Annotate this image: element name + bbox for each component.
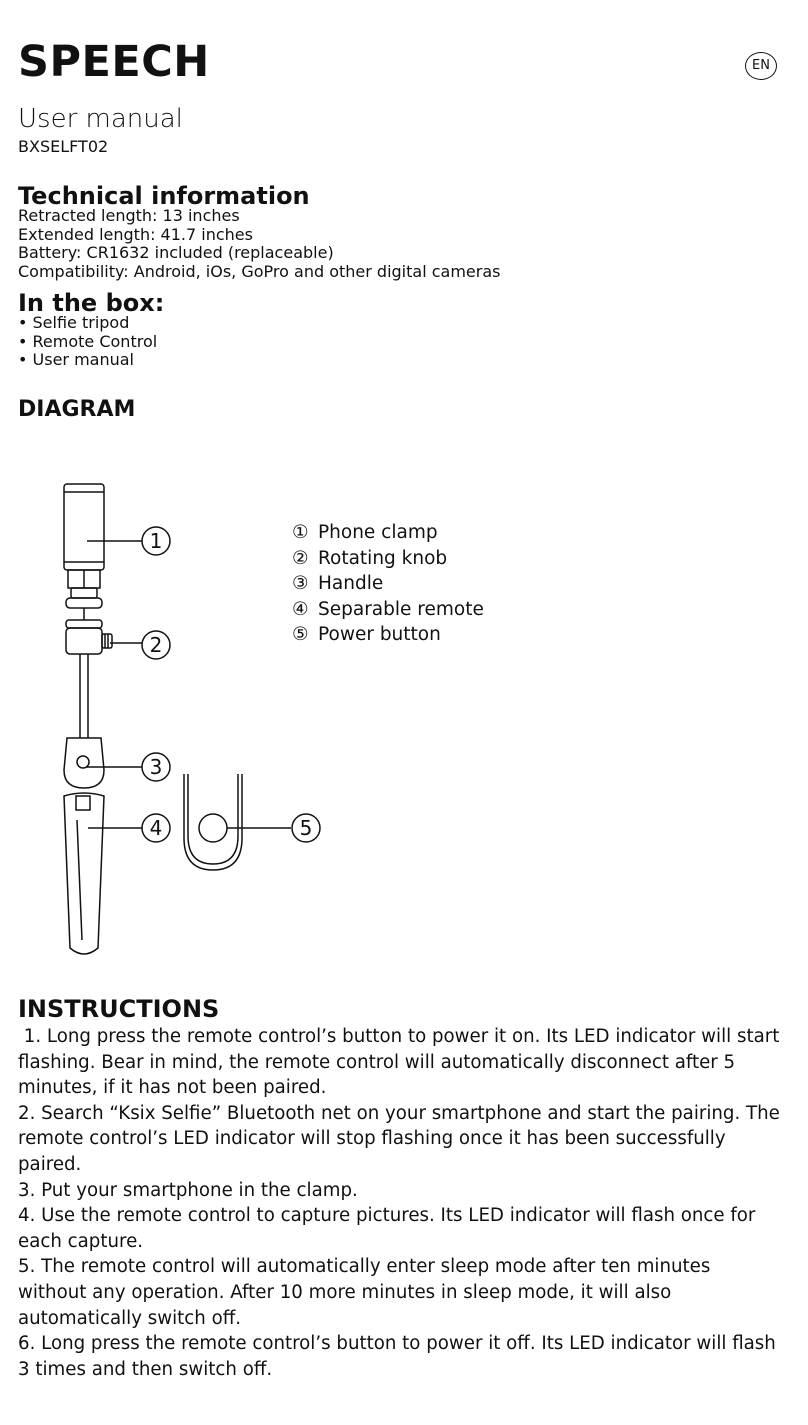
instruction-line: without any operation. After 10 more minutes in sleep mode, it will also	[18, 1281, 672, 1303]
spec-item: Battery: CR1632 included (replaceable)	[18, 243, 334, 263]
technical-info-heading: Technical information	[18, 182, 310, 210]
legend-item	[292, 520, 484, 546]
box-item: • Selfie tripod	[18, 313, 130, 332]
phone-clamp-drawing	[64, 484, 104, 620]
in-the-box-heading: In the box:	[18, 289, 165, 317]
instruction-line: 1. Long press the remote control’s button to power it on. Its LED indicator will start	[18, 1026, 780, 1047]
separable-remote-drawing	[64, 793, 104, 954]
legend-item	[292, 571, 484, 597]
instruction-line: paired.	[18, 1153, 82, 1175]
instruction-line: 6. Long press the remote control’s button to power it off. Its LED indicator will flash	[18, 1333, 776, 1355]
model-number: BXSELFT02	[18, 137, 109, 156]
technical-info-list	[18, 207, 500, 282]
diagram-legend	[292, 520, 484, 648]
remote-detail-drawing	[184, 774, 242, 870]
legend-number: ④	[292, 598, 309, 620]
document-subtitle: User manual	[18, 104, 183, 134]
in-the-box-list	[18, 314, 157, 370]
spec-item: Retracted length: 13 inches	[18, 206, 240, 225]
box-item: • Remote Control	[18, 331, 158, 351]
language-badge: EN	[745, 52, 777, 80]
legend-label: Handle	[318, 573, 384, 594]
brand-title: SPEECH	[18, 37, 210, 87]
instruction-line: automatically switch off.	[18, 1307, 242, 1329]
instruction-line: each capture.	[18, 1230, 144, 1252]
legend-label: Rotating knob	[318, 547, 448, 569]
callout-number: 1	[149, 529, 163, 553]
legend-number: ②	[292, 547, 309, 569]
callout-number: 5	[299, 816, 313, 840]
box-item: • User manual	[18, 350, 134, 370]
callout-number: 4	[149, 816, 163, 840]
callout-number: 3	[149, 755, 163, 779]
instruction-line: minutes, if it has not been paired.	[18, 1077, 327, 1099]
legend-item	[292, 622, 484, 648]
legend-item	[292, 597, 484, 623]
instruction-line: 5. The remote control will automatically enter sleep mode after ten minutes	[18, 1256, 711, 1278]
spec-item: Compatibility: Android, iOs, GoPro and other digital cameras	[18, 262, 501, 282]
instructions-text	[18, 1024, 798, 1382]
legend-item	[292, 546, 484, 572]
instruction-line: remote control’s LED indicator will stop flashing once it has been successfully	[18, 1128, 726, 1150]
instruction-line: 2. Search “Ksix Selfie” Bluetooth net on your smartphone and start the pairing. The	[18, 1102, 780, 1124]
spec-item: Extended length: 41.7 inches	[18, 224, 253, 244]
instruction-line: 4. Use the remote control to capture pictures. Its LED indicator will flash once for	[18, 1205, 756, 1227]
instruction-line: 3 times and then switch off.	[18, 1358, 273, 1380]
legend-label: Separable remote	[318, 598, 484, 620]
handle-drawing	[64, 738, 104, 788]
rotating-knob-drawing	[66, 620, 112, 654]
instructions-heading: INSTRUCTIONS	[18, 995, 220, 1023]
instruction-line: flashing. Bear in mind, the remote control will automatically disconnect after 5	[18, 1051, 736, 1073]
legend-number: ⑤	[292, 624, 309, 645]
legend-label: Phone clamp	[318, 522, 438, 543]
callout-number: 2	[149, 633, 163, 657]
legend-number: ①	[292, 522, 309, 543]
diagram-heading: DIAGRAM	[18, 397, 136, 422]
legend-number: ③	[292, 573, 309, 594]
instruction-line: 3. Put your smartphone in the clamp.	[18, 1179, 358, 1201]
legend-label: Power button	[318, 624, 441, 645]
